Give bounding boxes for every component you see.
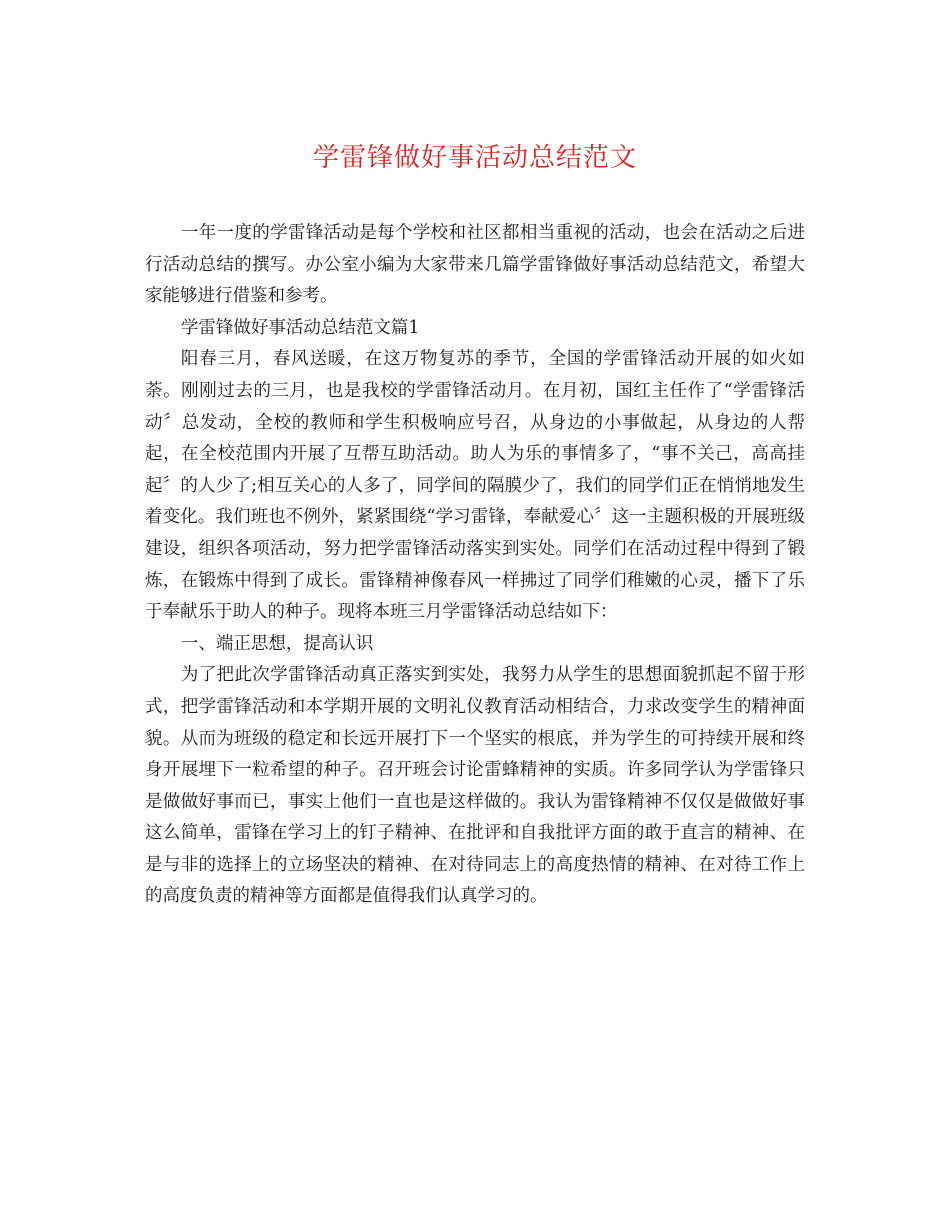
document-body — [145, 218, 805, 913]
section-heading-part-1: 一、端正思想，提高认识 — [180, 633, 374, 654]
paragraph-intro: 一年一度的学雷锋活动是每个学校和社区都相当重视的活动，也会在活动之后进行活动总结的撰写。办公室小编为大家带来几篇学雷锋做好事活动总结范文，希望大家能够进行借鉴和参考。 — [145, 223, 805, 307]
paragraph-article-1-body: 阳春三月，春风送暖，在这万物复苏的季节，全国的学雷锋活动开展的如火如荼。刚刚过去的三月，也是我校的学雷锋活动月。在月初，国红主任作了“学雷锋活动〞总发动，全校的教师和学生积极响应号召，从身边的小事做起，从身边的人帮起，在全校范围内开展了互帮互助活动。助人为乐的事情多了，“事不关己，高高挂起〞的人少了;相互关心的人多了，同学间的隔膜少了，我们的同学们正在悄悄地发生着变化。我们班也不例外，紧紧围绕“学习雷锋，奉献爱心〞这一主题积极的开展班级建设，组织各项活动，努力把学雷锋活动落实到实处。同学们在活动过程中得到了锻炼，在锻炼中得到了成长。雷锋精神像春风一样拂过了同学们稚嫩的心灵，播下了乐于奉献乐于助人的种子。现将本班三月学雷锋活动总结如下： — [145, 349, 805, 623]
section-heading-article-1: 学雷锋做好事活动总结范文篇1 — [180, 317, 420, 338]
document-title: 学雷锋做好事活动总结范文 — [312, 143, 637, 173]
paragraph-part-1-body: 为了把此次学雷锋活动真正落实到实处，我努力从学生的思想面貌抓起不留于形式，把学雷锋活动和本学期开展的文明礼仪教育活动相结合，力求改变学生的精神面貌。从而为班级的稳定和长远开展打下一个坚实的根底，并为学生的可持续开展和终身开展埋下一粒希望的种子。召开班会讨论雷蜂精神的实质。许多同学认为学雷锋只是做做好事而已，事实上他们一直也是这样做的。我认为雷锋精神不仅仅是做做好事这么简单，雷锋在学习上的钉子精神、在批评和自我批评方面的敢于直言的精神、在是与非的选择上的立场坚决的精神、在对待同志上的高度热情的精神、在对待工作上的高度负责的精神等方面都是值得我们认真学习的。 — [145, 665, 805, 907]
